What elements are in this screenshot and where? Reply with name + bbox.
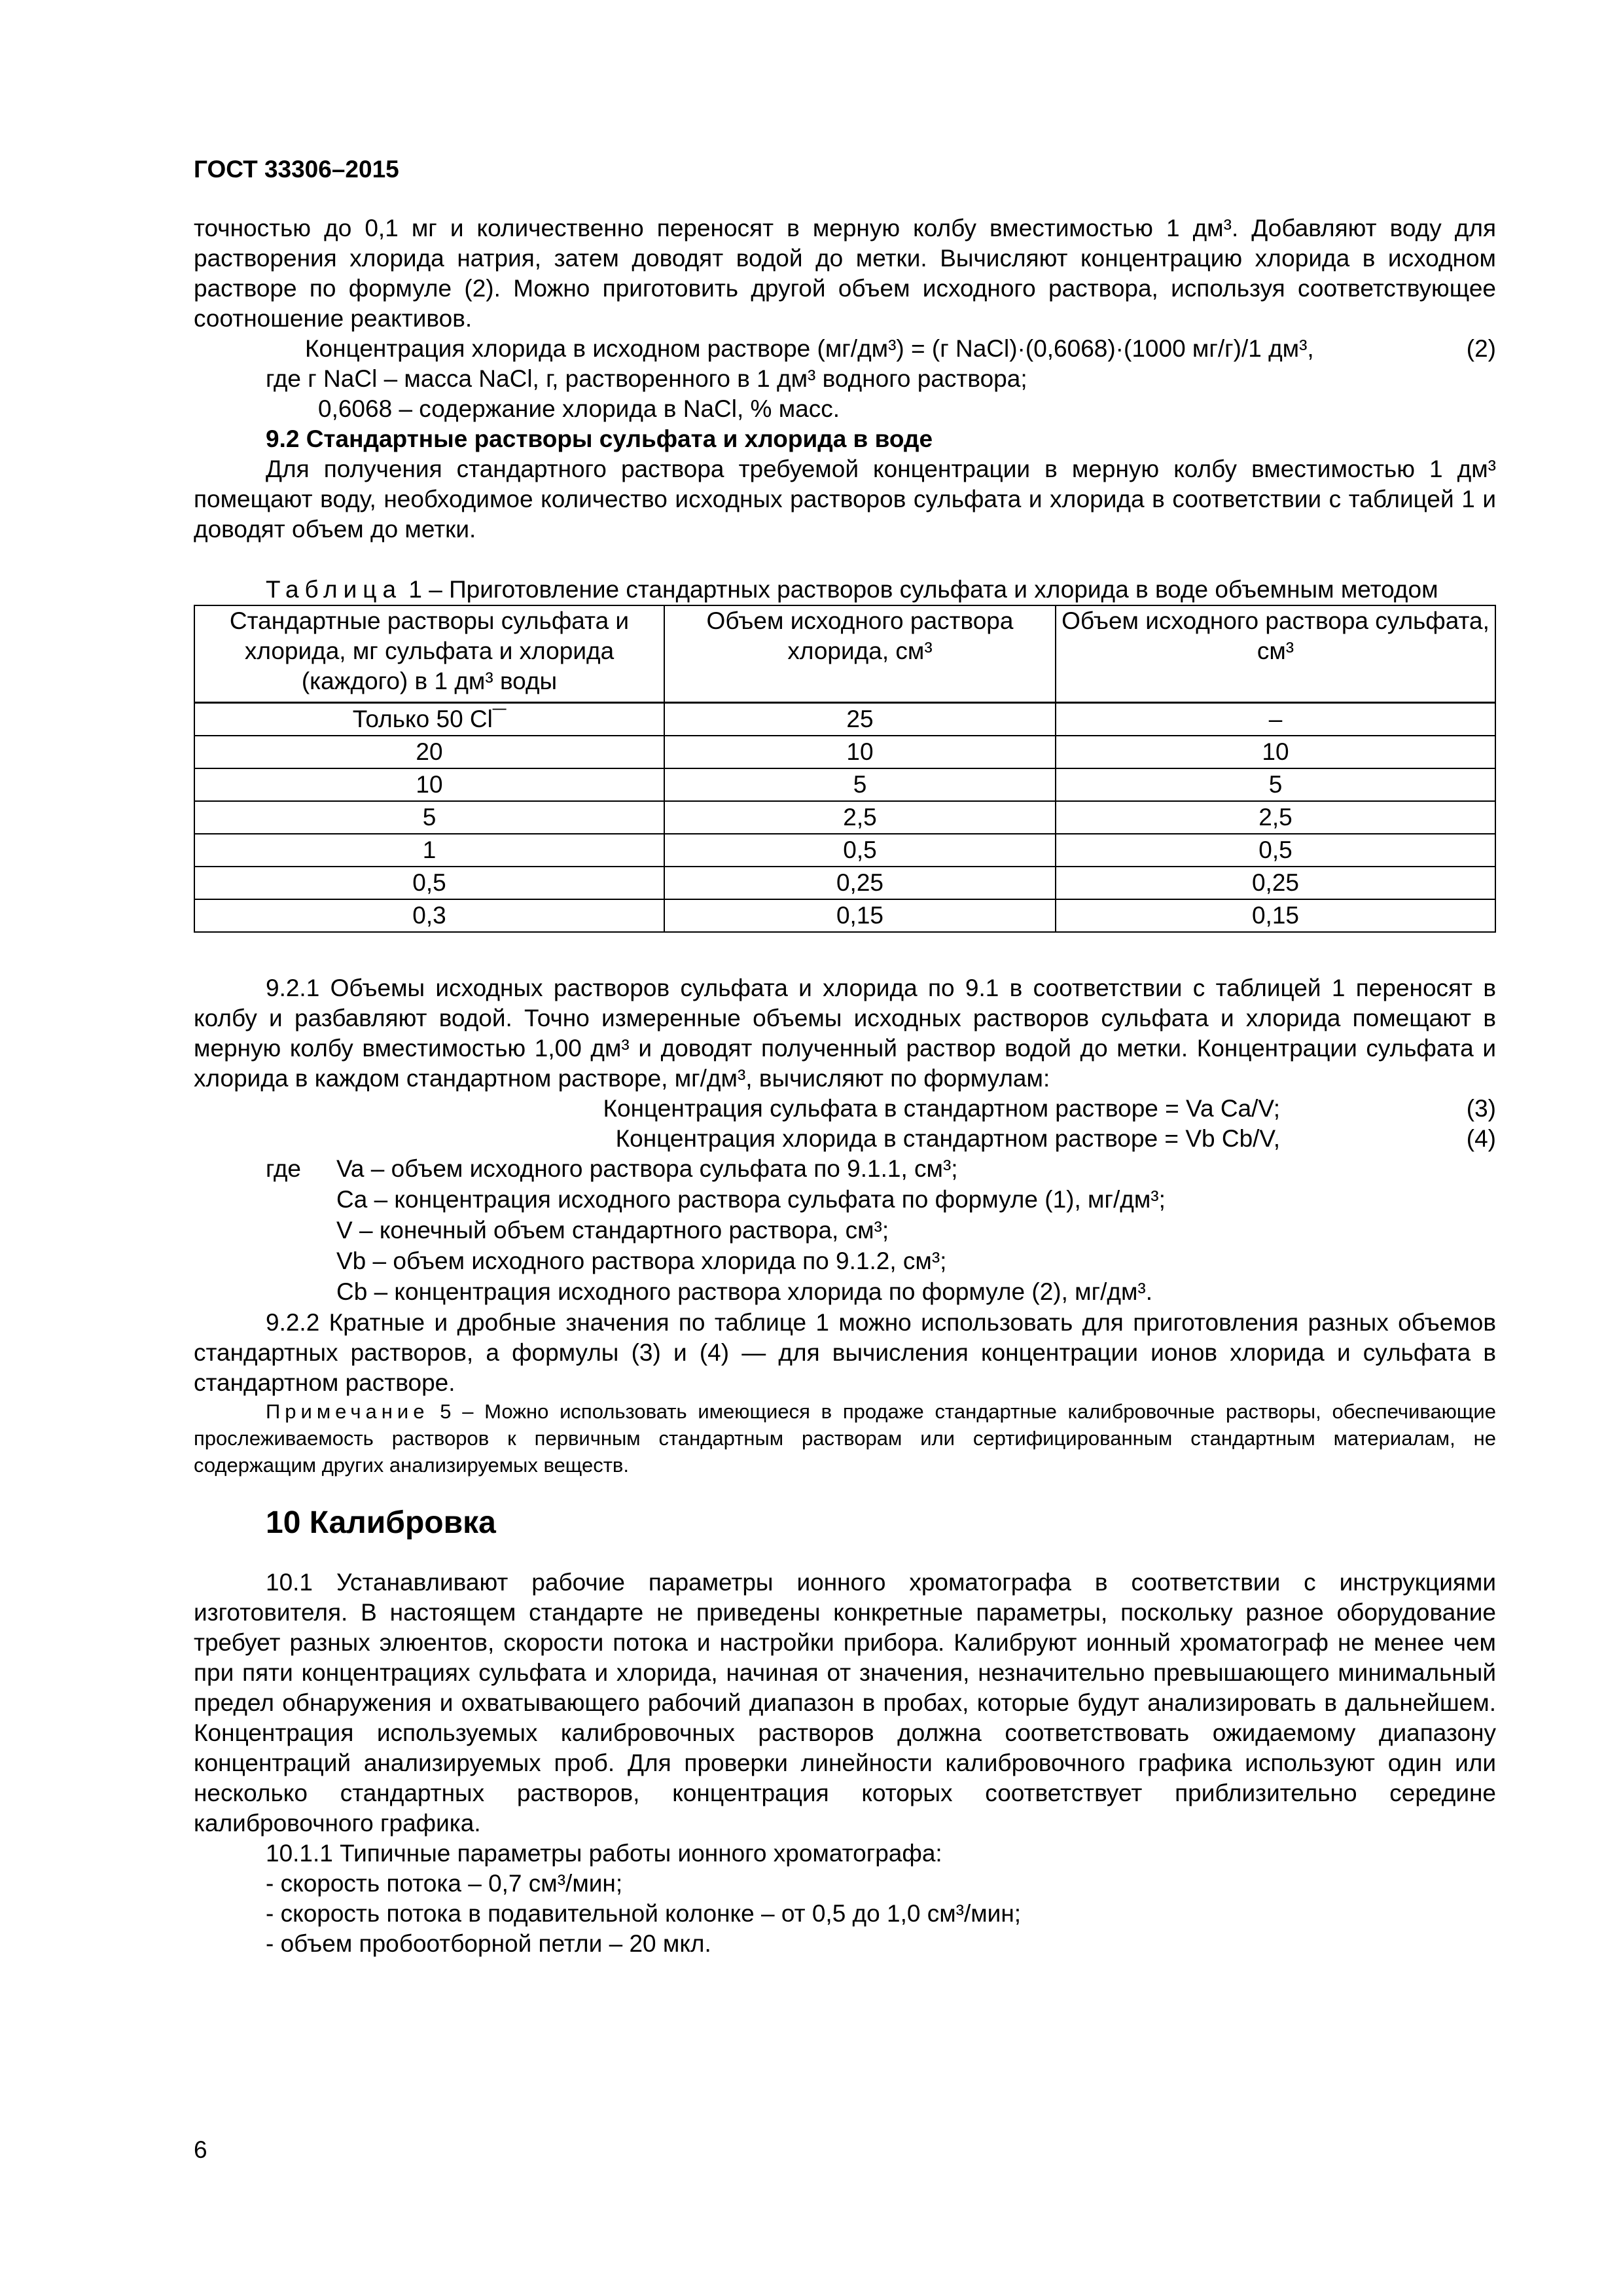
note-text: 5 – Можно использовать имеющиеся в продаже стандартные калибровочные растворы, обеспечивающие прослеживаемость растворов к первичным стандартным растворам или сертифицированным стандартным материалам, не содержащим других анализируемых веществ. [194,1400,1496,1477]
document-body [194,213,1496,1959]
section-10-1-1-paragraph: 10.1.1 Типичные параметры работы ионного хроматографа: [266,1840,942,1867]
table-cell: 5 [1056,768,1495,801]
table-row [194,801,1495,834]
intro-paragraph: точностью до 0,1 мг и количественно переносят в мерную колбу вместимостью 1 дм³. Добавляют воду для растворения хлорида натрия, затем доводят водой до метки. Вычисляют концентрацию хлорида в исходном растворе по формуле (2). Можно приготовить другой объем исходного раствора, используя соответствующее соотношение реактивов. [194,215,1496,332]
table-cell: Только 50 Cl¯ [194,703,664,736]
formula-3-number: (3) [1466,1095,1496,1122]
table-1-caption [194,575,1496,605]
table-row [194,703,1495,736]
intro-where-2: 0,6068 – содержание хлорида в NaCl, % масс. [318,395,840,422]
note-label: Примечание [266,1400,429,1423]
table-cell: 0,5 [664,834,1056,867]
formula-4 [194,1124,1496,1154]
table-row [194,899,1495,932]
table-cell: 5 [194,801,664,834]
table-row [194,867,1495,899]
table-cell: 0,15 [664,899,1056,932]
formula-4-text: Концентрация хлорида в стандартном растворе = Vb Cb/V, [615,1125,1280,1152]
section-10-heading: 10 Калибровка [266,1505,496,1540]
table-1 [194,605,1496,933]
table-row [194,834,1495,867]
table-1-caption-text: 1 – Приготовление стандартных растворов сульфата и хлорида в воде объемным методом [402,576,1438,603]
where-row [194,1215,1496,1246]
param-list-item: - объем пробоотборной петли – 20 мкл. [266,1930,711,1957]
table-header-row [194,605,1495,703]
table-cell: 1 [194,834,664,867]
table-header-cell: Объем исходного раствора сульфата, см³ [1056,605,1495,703]
where-label: где [266,1155,302,1182]
section-9-2-1-paragraph: 9.2.1 Объемы исходных растворов сульфата и хлорида по 9.1 в соответствии с таблицей 1 переносят в колбу и разбавляют водой. Точно измеренные объемы исходных растворов сульфата и хлорида помещают в мерную колбу вместимостью 1,00 дм³ и доводят полученный раствор водой до метки. Концентрации сульфата и хлорида в каждом стандартном растворе, мг/дм³, вычисляют по формулам: [194,975,1496,1092]
formula-2-number: (2) [1466,335,1496,362]
definition-item: V – конечный объем стандартного раствора, см³; [336,1217,889,1244]
table-cell: 0,25 [664,867,1056,899]
table-cell: 10 [664,736,1056,768]
where-row [194,1277,1496,1308]
table-header-cell: Стандартные растворы сульфата и хлорида, мг сульфата и хлорида (каждого) в 1 дм³ воды [194,605,664,703]
note-5 [194,1398,1496,1479]
section-9-2-title: 9.2 Стандартные растворы сульфата и хлорида в воде [266,425,933,452]
table-header-cell: Объем исходного раствора хлорида, см³ [664,605,1056,703]
intro-where-1: где г NaCl – масса NaCl, г, растворенного в 1 дм³ водного раствора; [266,365,1027,392]
section-9-2-2-paragraph: 9.2.2 Кратные и дробные значения по таблице 1 можно использовать для приготовления разных объемов стандартных растворов, а формулы (3) и (4) — для вычисления концентрации ионов хлорида и сульфата в стандартном растворе. [194,1309,1496,1396]
formula-3-text: Концентрация сульфата в стандартном растворе = Va Ca/V; [603,1095,1280,1122]
section-10-1-paragraph: 10.1 Устанавливают рабочие параметры ионного хроматографа в соответствии с инструкциями изготовителя. В настоящем стандарте не приведены конкретные параметры, поскольку разное оборудование требует разных элюентов, скорости потока и настройки прибора. Калибруют ионный хроматограф не менее чем при пяти концентрациях сульфата и хлорида, начиная от значения, незначительно превышающего минимальный предел обнаружения и охватывающего рабочий диапазон в пробах, которые будут анализировать в дальнейшем. Концентрация используемых калибровочных растворов должна соответствовать ожидаемому диапазону концентраций анализируемых проб. Для проверки линейности калибровочного графика используют один или несколько стандартных растворов, концентрация которых соответствует приблизительно середине калибровочного графика. [194,1569,1496,1837]
table-1-caption-label: Таблица [266,576,402,603]
formula-2 [194,334,1496,364]
definition-item: Cb – концентрация исходного раствора хлорида по формуле (2), мг/дм³. [336,1278,1152,1305]
table-cell: 0,5 [194,867,664,899]
where-row [194,1154,1496,1185]
table-cell: 0,15 [1056,899,1495,932]
section-9-2-paragraph: Для получения стандартного раствора требуемой концентрации в мерную колбу вместимостью 1 дм³ помещают воду, необходимое количество исходных растворов сульфата и хлорида в соответствии с таблицей 1 и доводят объем до метки. [194,456,1496,543]
formula-2-text: Концентрация хлорида в исходном растворе (мг/дм³) = (г NaCl)·(0,6068)·(1000 мг/г)/1 дм³, [305,335,1314,362]
document-header: ГОСТ 33306–2015 [194,156,399,183]
table-row [194,736,1495,768]
definition-item: Va – объем исходного раствора сульфата по 9.1.1, см³; [336,1155,958,1182]
table-cell: 0,3 [194,899,664,932]
definition-item: Ca – концентрация исходного раствора сульфата по формуле (1), мг/дм³; [336,1186,1166,1213]
where-row [194,1185,1496,1215]
where-row [194,1246,1496,1277]
table-cell: 2,5 [1056,801,1495,834]
table-cell: 0,25 [1056,867,1495,899]
param-list-item: - скорость потока в подавительной колонке – от 0,5 до 1,0 см³/мин; [266,1900,1022,1927]
formula-3 [194,1094,1496,1124]
table-cell: 5 [664,768,1056,801]
table-cell: 20 [194,736,664,768]
table-cell: 10 [1056,736,1495,768]
table-cell: 10 [194,768,664,801]
table-cell: 2,5 [664,801,1056,834]
table-cell: 25 [664,703,1056,736]
table-cell: – [1056,703,1495,736]
page-number: 6 [194,2136,207,2163]
definition-item: Vb – объем исходного раствора хлорида по 9.1.2, см³; [336,1247,947,1274]
formula-4-number: (4) [1466,1125,1496,1152]
param-list-item: - скорость потока – 0,7 см³/мин; [266,1870,623,1897]
table-cell: 0,5 [1056,834,1495,867]
table-row [194,768,1495,801]
